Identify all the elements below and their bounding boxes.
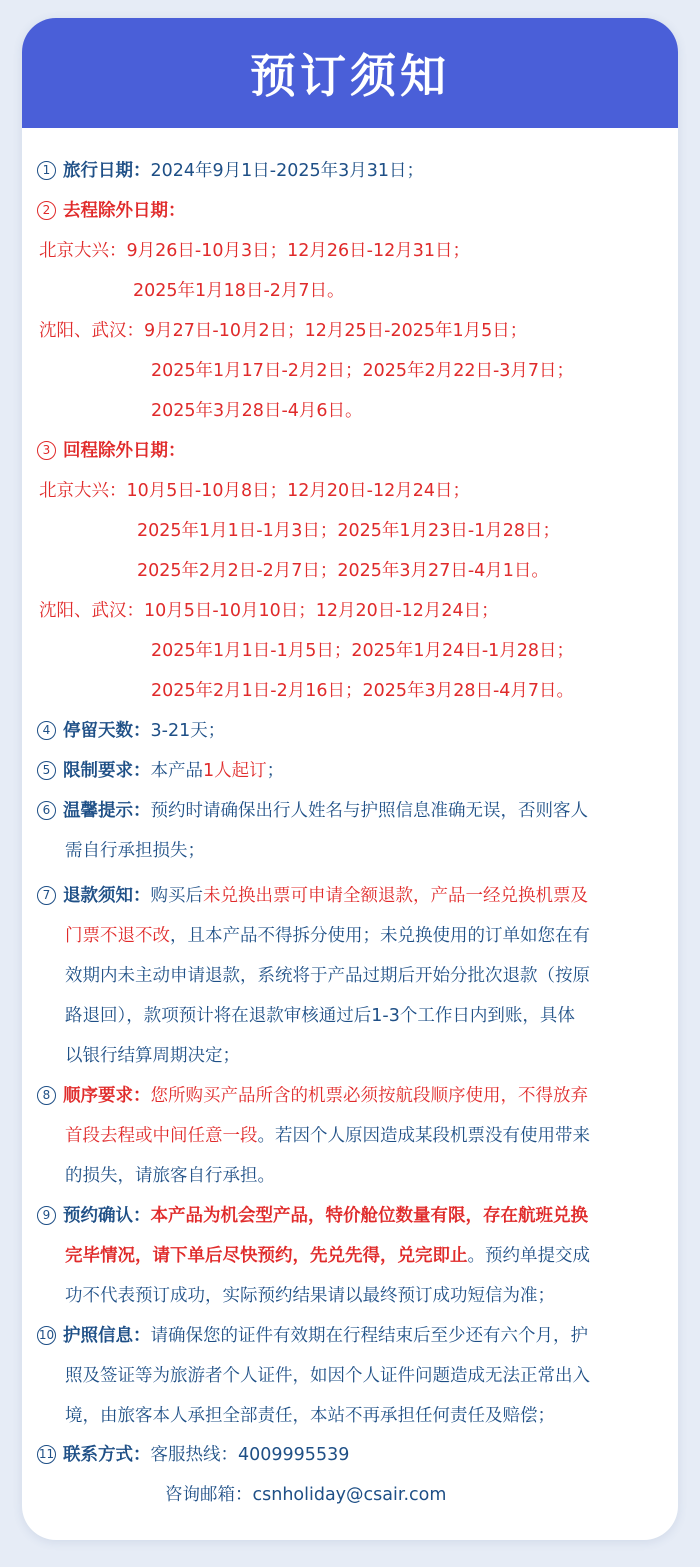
item-number: 5 (37, 761, 56, 780)
item-number: 10 (37, 1326, 56, 1345)
return-shenyang-wuhan-cont (151, 631, 678, 671)
item-label: 预约确认： (63, 1206, 151, 1226)
item-label: 回程除外日期： (63, 441, 186, 461)
item-passport (37, 1316, 678, 1356)
item-text: 。若因个人原因造成某段机票没有使用带来 (257, 1126, 590, 1146)
item-refund-cont (65, 916, 678, 956)
item-text: 效期内未主动申请退款，系统将于产品过期后开始分批次退款（按原 (65, 966, 590, 986)
item-refund (37, 876, 678, 916)
item-refund-cont2 (65, 956, 678, 996)
item-label: 限制要求： (63, 761, 151, 781)
item-sequence-cont (65, 1116, 678, 1156)
item-text: 功不代表预订成功，实际预约结果请以最终预订成功短信为准； (65, 1286, 555, 1306)
item-text: 3-21天； (150, 721, 226, 741)
item-stay-days (37, 711, 678, 751)
item-text-highlight: 您所购买产品所含的机票必须按航段顺序使用，不得放弃 (150, 1086, 588, 1106)
item-text: ； (266, 761, 285, 781)
item-passport-cont2 (65, 1396, 678, 1436)
outbound-beijing-cont (133, 271, 678, 311)
email-address[interactable]: csnholiday@csair.com (252, 1485, 447, 1505)
item-text: 预约时请确保出行人姓名与护照信息准确无误，否则客人 (150, 801, 588, 821)
return-beijing (39, 471, 678, 511)
city-label: 北京大兴： (39, 241, 127, 261)
item-label: 停留天数： (63, 721, 151, 741)
item-travel-date (37, 151, 678, 191)
item-text: 需自行承担损失； (65, 841, 205, 861)
item-outbound-excluded (37, 191, 678, 231)
phone-label: 客服热线： (150, 1445, 238, 1465)
item-text: 的损失，请旅客自行承担。 (65, 1166, 275, 1186)
item-text-highlight: 首段去程或中间任意一段 (65, 1126, 258, 1146)
item-text: 本产品 (150, 761, 203, 781)
item-return-excluded (37, 431, 678, 471)
date-range-text: 2025年2月2日-2月7日；2025年3月27日-4月1日。 (137, 561, 549, 581)
city-label: 北京大兴： (39, 481, 127, 501)
item-text: 路退回），款项预计将在退款审核通过后1-3个工作日内到账，具体 (65, 1006, 575, 1026)
item-tips-cont (65, 831, 678, 871)
date-range-text: 2025年1月1日-1月3日；2025年1月23日-1月28日； (137, 521, 561, 541)
outbound-shenyang-wuhan (39, 311, 678, 351)
city-label: 沈阳、武汉： (39, 601, 144, 621)
item-label: 退款须知： (63, 886, 151, 906)
item-text-highlight: 未兑换出票可申请全额退款，产品一经兑换机票及 (203, 886, 588, 906)
item-sequence (37, 1076, 678, 1116)
item-label: 联系方式： (63, 1445, 151, 1465)
item-text: ，且本产品不得拆分使用；未兑换使用的订单如您在有 (170, 926, 590, 946)
return-beijing-cont2 (137, 551, 678, 591)
return-shenyang-wuhan-cont2 (151, 671, 678, 711)
date-range-text: 2025年3月28日-4月6日。 (151, 401, 363, 421)
return-beijing-cont (137, 511, 678, 551)
item-booking-confirm-cont (65, 1236, 678, 1276)
email-label: 咨询邮箱： (165, 1485, 253, 1505)
date-range-text: 2025年1月18日-2月7日。 (133, 281, 345, 301)
item-refund-cont4 (65, 1036, 678, 1076)
item-text-highlight: 本产品为机会型产品，特价舱位数量有限，存在航班兑换 (150, 1206, 588, 1226)
return-shenyang-wuhan (39, 591, 678, 631)
item-restriction (37, 751, 678, 791)
item-booking-confirm (37, 1196, 678, 1236)
item-text: 2024年9月1日-2025年3月31日； (150, 161, 425, 181)
item-contact (37, 1435, 678, 1475)
item-text: 境，由旅客本人承担全部责任，本站不再承担任何责任及赔偿； (65, 1406, 555, 1426)
date-range-text: 2025年1月17日-2月2日；2025年2月22日-3月7日； (151, 361, 575, 381)
outbound-shenyang-wuhan-cont2 (151, 391, 678, 431)
item-text-highlight: 完毕情况，请下单后尽快预约，先兑先得，兑完即止 (65, 1246, 468, 1266)
item-text-highlight: 1人起订 (203, 761, 267, 781)
item-text-highlight: 门票不退不改 (65, 926, 170, 946)
item-text: 请确保您的证件有效期在行程结束后至少还有六个月，护 (150, 1326, 588, 1346)
outbound-beijing (39, 231, 678, 271)
item-number: 3 (37, 441, 56, 460)
item-label: 旅行日期： (63, 161, 151, 181)
item-label: 温馨提示： (63, 801, 151, 821)
item-number: 11 (37, 1445, 56, 1464)
item-number: 1 (37, 161, 56, 180)
card-header (22, 18, 678, 128)
item-sequence-cont2 (65, 1156, 678, 1196)
date-range-text: 2025年1月1日-1月5日；2025年1月24日-1月28日； (151, 641, 575, 661)
date-range-text: 9月27日-10月2日；12月25日-2025年1月5日； (144, 321, 528, 341)
item-number: 7 (37, 886, 56, 905)
date-range-text: 9月26日-10月3日；12月26日-12月31日； (126, 241, 471, 261)
item-passport-cont (65, 1356, 678, 1396)
outbound-shenyang-wuhan-cont (151, 351, 678, 391)
item-label: 顺序要求： (63, 1086, 151, 1106)
item-contact-email (165, 1475, 678, 1515)
item-number: 8 (37, 1086, 56, 1105)
page-title: 预订须知 (250, 49, 450, 103)
item-label: 护照信息： (63, 1326, 151, 1346)
notice-card (22, 18, 678, 1540)
date-range-text: 10月5日-10月10日；12月20日-12月24日； (144, 601, 499, 621)
date-range-text: 2025年2月1日-2月16日；2025年3月28日-4月7日。 (151, 681, 575, 701)
item-refund-cont3 (65, 996, 678, 1036)
phone-number[interactable]: 4009995539 (238, 1445, 350, 1465)
item-text: 照及签证等为旅游者个人证件，如因个人证件问题造成无法正常出入 (65, 1366, 590, 1386)
item-number: 9 (37, 1206, 56, 1225)
date-range-text: 10月5日-10月8日；12月20日-12月24日； (126, 481, 471, 501)
item-tips (37, 791, 678, 831)
city-label: 沈阳、武汉： (39, 321, 144, 341)
item-text: 购买后 (150, 886, 203, 906)
item-text: 以银行结算周期决定； (65, 1046, 240, 1066)
item-number: 2 (37, 201, 56, 220)
item-label: 去程除外日期： (63, 201, 186, 221)
item-number: 4 (37, 721, 56, 740)
item-booking-confirm-cont2 (65, 1276, 678, 1316)
item-text: 。预约单提交成 (467, 1246, 590, 1266)
item-number: 6 (37, 801, 56, 820)
